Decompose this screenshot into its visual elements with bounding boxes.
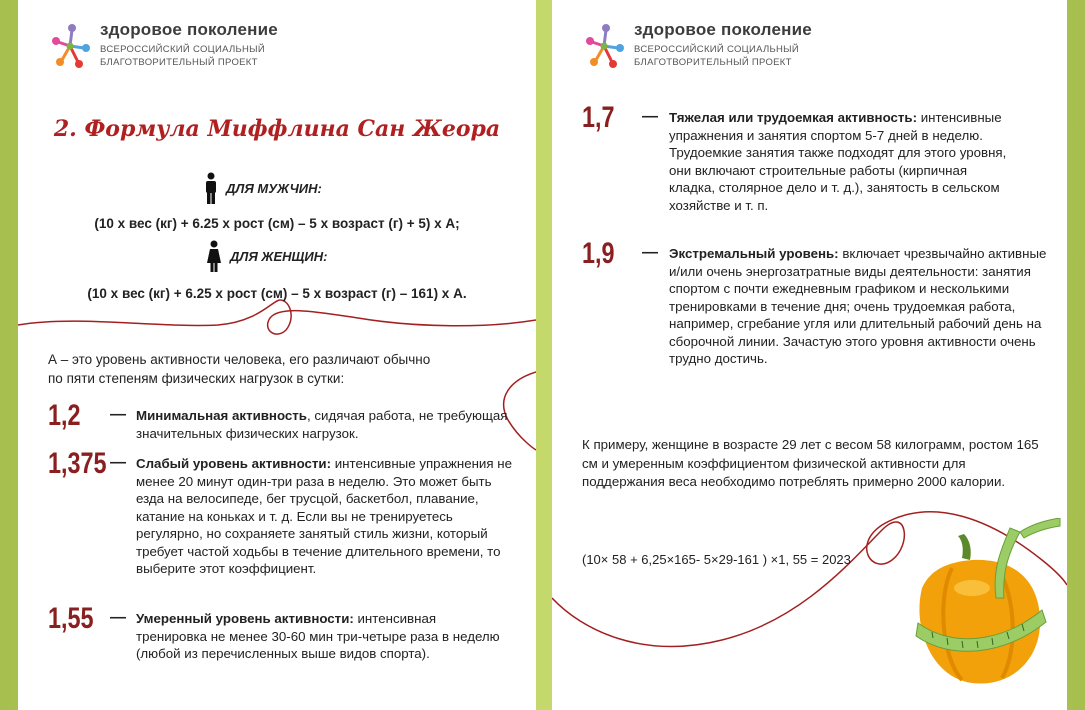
page-left — [18, 0, 536, 710]
level-1-7-desc: интенсивные упражнения и занятия спортом 5-7 дней в неделю. Трудоемкие занятия также подходят для этого уровня, они включают строительные работы (кирпичная кладка, столярное дело и т. д.), занятость в сельском хозяйстве и т. п. — [669, 110, 1007, 213]
women-label: ДЛЯ ЖЕНЩИН: — [230, 248, 328, 264]
level-1-9-desc: включает чрезвычайно активные и/или очень энергозатратные виды деятельности: занятия спортом с почти ежедневным графиком и несколькими тренировками в течение дня; очень трудоемкая работа, например, сгребание угля или длительный рабочий день на сборочной линии. Зачастую этого уровня активности очень трудно достичь. — [669, 246, 1047, 366]
intro-line-1: А – это уровень активности человека, его различают обычно — [48, 352, 431, 367]
pepper-with-tape-image — [892, 518, 1062, 698]
woman-icon — [206, 240, 222, 272]
level-1-55-text — [136, 610, 506, 663]
dash: — — [110, 406, 126, 423]
brand-subtitle-line1: ВСЕРОССИЙСКИЙ СОЦИАЛЬНЫЙ — [634, 44, 800, 55]
level-1-2-title: Минимальная активность — [136, 408, 307, 423]
coef-1-9: 1,9 — [582, 237, 615, 270]
level-1-7-title: Тяжелая или трудоемкая активность: — [669, 110, 918, 125]
brand-name: здоровое поколение — [100, 20, 278, 39]
brand-molecule-icon — [584, 20, 628, 72]
level-1-375-desc: интенсивные упражнения не менее 20 минут один-три раза в неделю. Это может быть езда на велосипеде, бег трусцой, баскетбол, плавание, катание на коньках и т. д. Если вы не тренируетесь регулярно, но сохраняете занятый стиль жизни, который требует частой ходьбы в течение длительного времени, то выберите этот коэффициент. — [136, 456, 512, 576]
coef-1-375: 1,375 — [48, 447, 107, 480]
coef-1-55: 1,55 — [48, 602, 94, 635]
men-heading — [204, 172, 322, 204]
page-title: 2. Формула Миффлина Сан Жеора — [53, 116, 501, 142]
brand-subtitle-line1: ВСЕРОССИЙСКИЙ СОЦИАЛЬНЫЙ — [100, 44, 266, 55]
man-icon — [204, 172, 218, 204]
level-1-375-text — [136, 455, 516, 578]
level-1-9-title: Экстремальный уровень: — [669, 246, 839, 261]
brand-subtitle-line2: БЛАГОТВОРИТЕЛЬНЫЙ ПРОЕКТ — [634, 57, 792, 68]
men-formula: (10 х вес (кг) + 6.25 х рост (см) – 5 х возраст (г) + 5) х А; — [94, 216, 460, 231]
women-heading — [206, 240, 327, 272]
men-label: ДЛЯ МУЖЧИН: — [226, 180, 322, 196]
dash: — — [110, 454, 126, 471]
intro-text — [48, 350, 518, 388]
level-1-9-text — [669, 245, 1054, 368]
level-1-55-desc: интенсивная тренировка не менее 30-60 мин три-четыре раза в неделю (любой из перечисленных выше видов спорта). — [136, 611, 500, 661]
page-right — [552, 0, 1067, 710]
brand-subtitle-line2: БЛАГОТВОРИТЕЛЬНЫЙ ПРОЕКТ — [100, 57, 258, 68]
brand-logo — [584, 20, 812, 72]
intro-line-2: по пяти степеням физических нагрузок в сутки: — [48, 371, 345, 386]
example-text: К примеру, женщине в возрасте 29 лет с весом 58 килограмм, ростом 165 см и умеренным коэффициентом физической активности для поддержания веса необходимо потреблять примерно 2000 калории. — [582, 437, 1039, 489]
women-formula: (10 х вес (кг) + 6.25 х рост (см) – 5 х возраст (г) – 161) х А. — [87, 286, 467, 301]
dash: — — [110, 609, 126, 626]
brand-name: здоровое поколение — [634, 20, 812, 39]
level-1-2-text — [136, 407, 521, 442]
calculation: (10× 58 + 6,25×165- 5×29-161 ) ×1, 55 = 2023 — [582, 552, 851, 567]
level-1-55-title: Умеренный уровень активности: — [136, 611, 354, 626]
dash: — — [642, 244, 658, 261]
level-1-7-text — [669, 109, 1014, 214]
brand-logo — [50, 20, 278, 72]
coef-1-7: 1,7 — [582, 101, 615, 134]
coef-1-2: 1,2 — [48, 399, 81, 432]
level-1-375-title: Слабый уровень активности: — [136, 456, 332, 471]
brand-molecule-icon — [50, 20, 94, 72]
level-1-2-desc: , сидячая работа, не требующая значительных физических нагрузок. — [136, 408, 508, 441]
dash: — — [642, 108, 658, 125]
